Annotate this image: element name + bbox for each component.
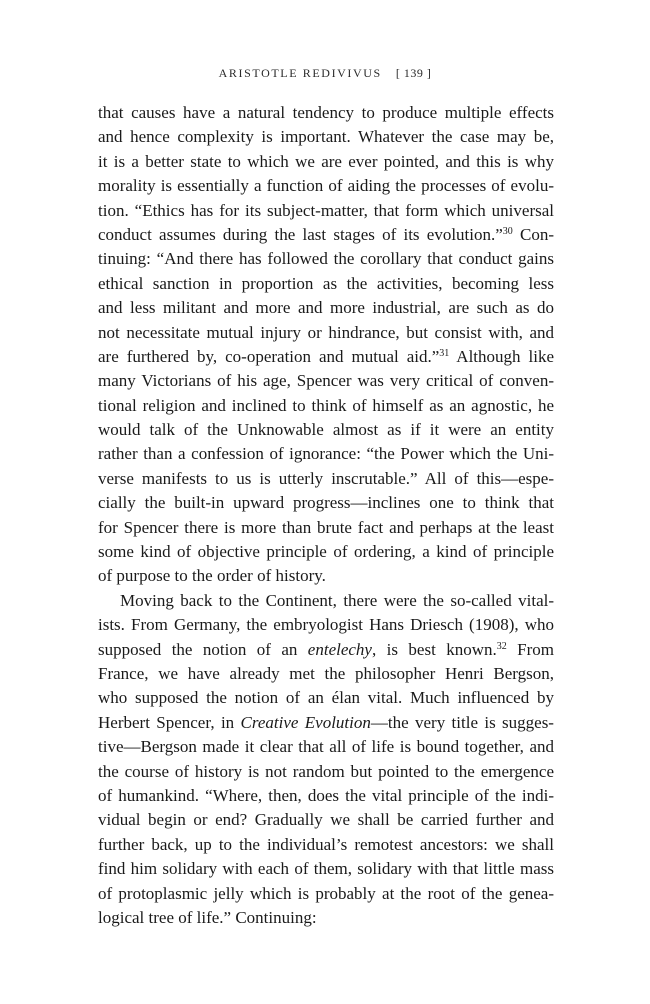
text-line: of purpose to the order of history. [98,566,326,586]
footnote-marker: 31 [439,347,450,359]
text-line: logical tree of life.” Continuing: [98,907,317,927]
page-number: [ 139 ] [395,66,432,80]
italic-text: Creative Evolution [240,712,371,732]
text-line: and hence complexity is important. Whatever the case may be, [98,127,554,147]
italic-text: entelechy [307,639,372,659]
footnote-marker: 32 [496,640,507,652]
text-line: vidual begin or end? Gradually we shall be carried further and [98,810,554,830]
text-line: and less militant and more and more industrial, are such as do [98,298,554,318]
text-line: the course of history is not random but pointed to the emergence [98,761,554,781]
text-line: for Spencer there is more than brute fact and perhaps at the least [98,517,554,537]
text-line: ists. From Germany, the embryologist Hans Driesch (1908), who [98,615,554,635]
text-line: tion. “Ethics has for its subject-matter, that form which universal [98,200,554,220]
text-line: many Victorians of his age, Spencer was very critical of conven- [98,371,554,391]
text-line: some kind of objective principle of ordering, a kind of principle [98,542,554,562]
text-line: not necessitate mutual injury or hindrance, but consist with, and [98,322,554,342]
body-text [98,101,554,930]
text-line: supposed the notion of an entelechy, is best known.$^{32}$ From [98,639,555,659]
text-line: France, we have already met the philosopher Henri Bergson, [98,663,554,683]
text-line: ethical sanction in proportion as the activities, becoming less [98,273,554,293]
footnote-marker: 30 [502,225,513,237]
text-line: morality is essentially a function of aiding the processes of evolu- [98,176,554,196]
text-line: of humankind. “Where, then, does the vital principle of the indi- [98,785,554,805]
text-line: further back, up to the individual’s remotest ancestors: we shall [98,834,554,854]
text-line: tional religion and inclined to think of himself as an agnostic, he [98,395,554,415]
text-line: conduct assumes during the last stages of its evolution.”$^{30}$ Con- [98,224,555,244]
paragraph [98,101,554,589]
text-line: rather than a confession of ignorance: “the Power which the Uni- [98,444,554,464]
text-line: of protoplasmic jelly which is probably at the root of the genea- [98,883,554,903]
text-line: it is a better state to which we are ever pointed, and this is why [98,151,554,171]
text-line: verse manifests to us is utterly inscrutable.” All of this—espe- [98,468,554,488]
text-line: tinuing: “And there has followed the corollary that conduct gains [98,249,554,269]
running-head [0,66,650,81]
text-line: Moving back to the Continent, there were the so-called vital- [120,590,554,610]
text-line: cially the built-in upward progress—inclines one to think that [98,493,554,513]
text-line: that causes have a natural tendency to produce multiple effects [98,103,554,122]
text-line: find him solidary with each of them, solidary with that little mass [98,859,554,879]
paragraph [98,589,554,930]
text-line: tive—Bergson made it clear that all of life is bound together, and [98,737,554,757]
text-line: Herbert Spencer, in Creative Evolution—the very title is sugges- [98,712,554,732]
text-line: are furthered by, co-operation and mutual aid.”$^{31}$ Although like [98,346,554,366]
text-line: who supposed the notion of an élan vital. Much influenced by [98,688,554,708]
text-line: would talk of the Unknowable almost as if it were an entity [98,420,554,440]
running-head-title: ARISTOTLE REDIVIVUS [218,66,382,80]
